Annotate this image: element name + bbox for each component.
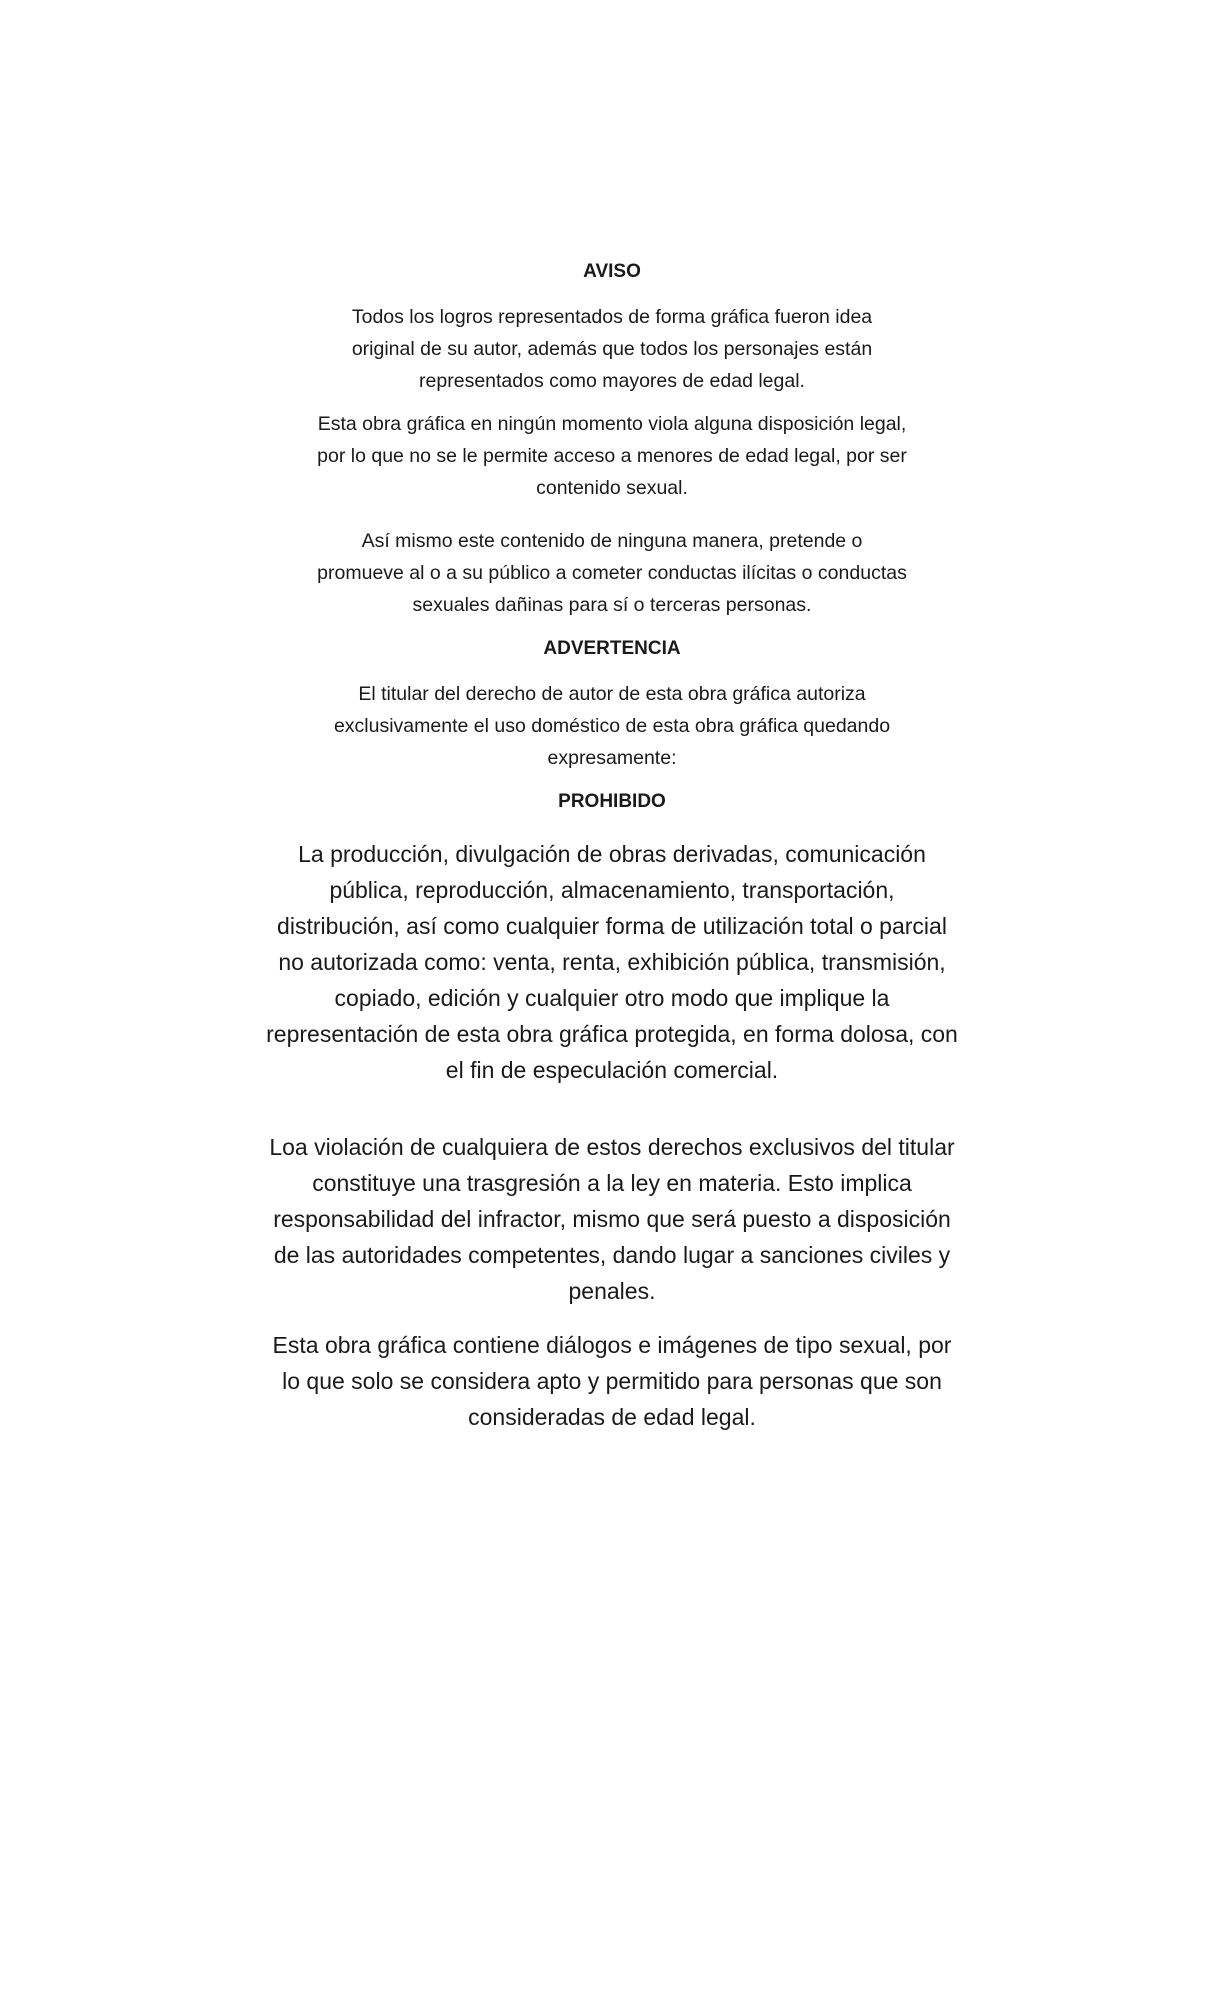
text-line: promueve al o a su público a cometer conductas ilícitas o conductas — [317, 562, 907, 584]
prohibido-paragraph-2 — [0, 1129, 1224, 1309]
text-line: La producción, divulgación de obras derivadas, comunicación — [298, 841, 926, 867]
prohibido-heading: PROHIBIDO — [558, 791, 666, 812]
aviso-paragraph-2 — [0, 408, 1224, 504]
prohibido-paragraph-1 — [0, 836, 1224, 1088]
text-line: constituye una trasgresión a la ley en materia. Esto implica — [312, 1170, 912, 1196]
text-line: sexuales dañinas para sí o terceras personas. — [412, 594, 812, 616]
text-line: Esta obra gráfica en ningún momento viola alguna disposición legal, — [317, 413, 907, 435]
text-line: Loa violación de cualquiera de estos derechos exclusivos del titular — [269, 1134, 955, 1160]
text-line: copiado, edición y cualquier otro modo que implique la — [334, 985, 890, 1011]
text-line: consideradas de edad legal. — [468, 1404, 756, 1430]
text-line: por lo que no se le permite acceso a menores de edad legal, por ser — [317, 445, 907, 467]
text-line: Así mismo este contenido de ninguna manera, pretende o — [361, 530, 863, 552]
aviso-paragraph-3 — [0, 525, 1224, 621]
text-line: el fin de especulación comercial. — [445, 1057, 779, 1083]
text-line: Esta obra gráfica contiene diálogos e imágenes de tipo sexual, por — [272, 1332, 952, 1358]
aviso-heading: AVISO — [583, 261, 641, 282]
prohibido-paragraph-3 — [0, 1327, 1224, 1435]
text-line: representación de esta obra gráfica protegida, en forma dolosa, con — [266, 1021, 958, 1047]
aviso-paragraph-1 — [0, 301, 1224, 397]
text-line: exclusivamente el uso doméstico de esta obra gráfica quedando — [333, 715, 891, 737]
text-line: penales. — [568, 1278, 656, 1304]
text-line: representados como mayores de edad legal. — [419, 370, 805, 392]
text-line: original de su autor, además que todos los personajes están — [351, 338, 873, 360]
text-line: responsabilidad del infractor, mismo que será puesto a disposición — [273, 1206, 951, 1232]
text-line: no autorizada como: venta, renta, exhibición pública, transmisión, — [278, 949, 946, 975]
text-line: El titular del derecho de autor de esta obra gráfica autoriza — [358, 683, 866, 705]
advertencia-heading: ADVERTENCIA — [543, 638, 681, 659]
text-line: lo que solo se considera apto y permitido para personas que son — [282, 1368, 942, 1394]
text-line: pública, reproducción, almacenamiento, transportación, — [329, 877, 895, 903]
text-line: Todos los logros representados de forma gráfica fueron idea — [351, 306, 873, 328]
advertencia-paragraph — [0, 678, 1224, 774]
text-line: de las autoridades competentes, dando lugar a sanciones civiles y — [273, 1242, 951, 1268]
text-line: contenido sexual. — [536, 477, 688, 499]
text-line: expresamente: — [547, 747, 677, 769]
text-line: distribución, así como cualquier forma de utilización total o parcial — [277, 913, 947, 939]
